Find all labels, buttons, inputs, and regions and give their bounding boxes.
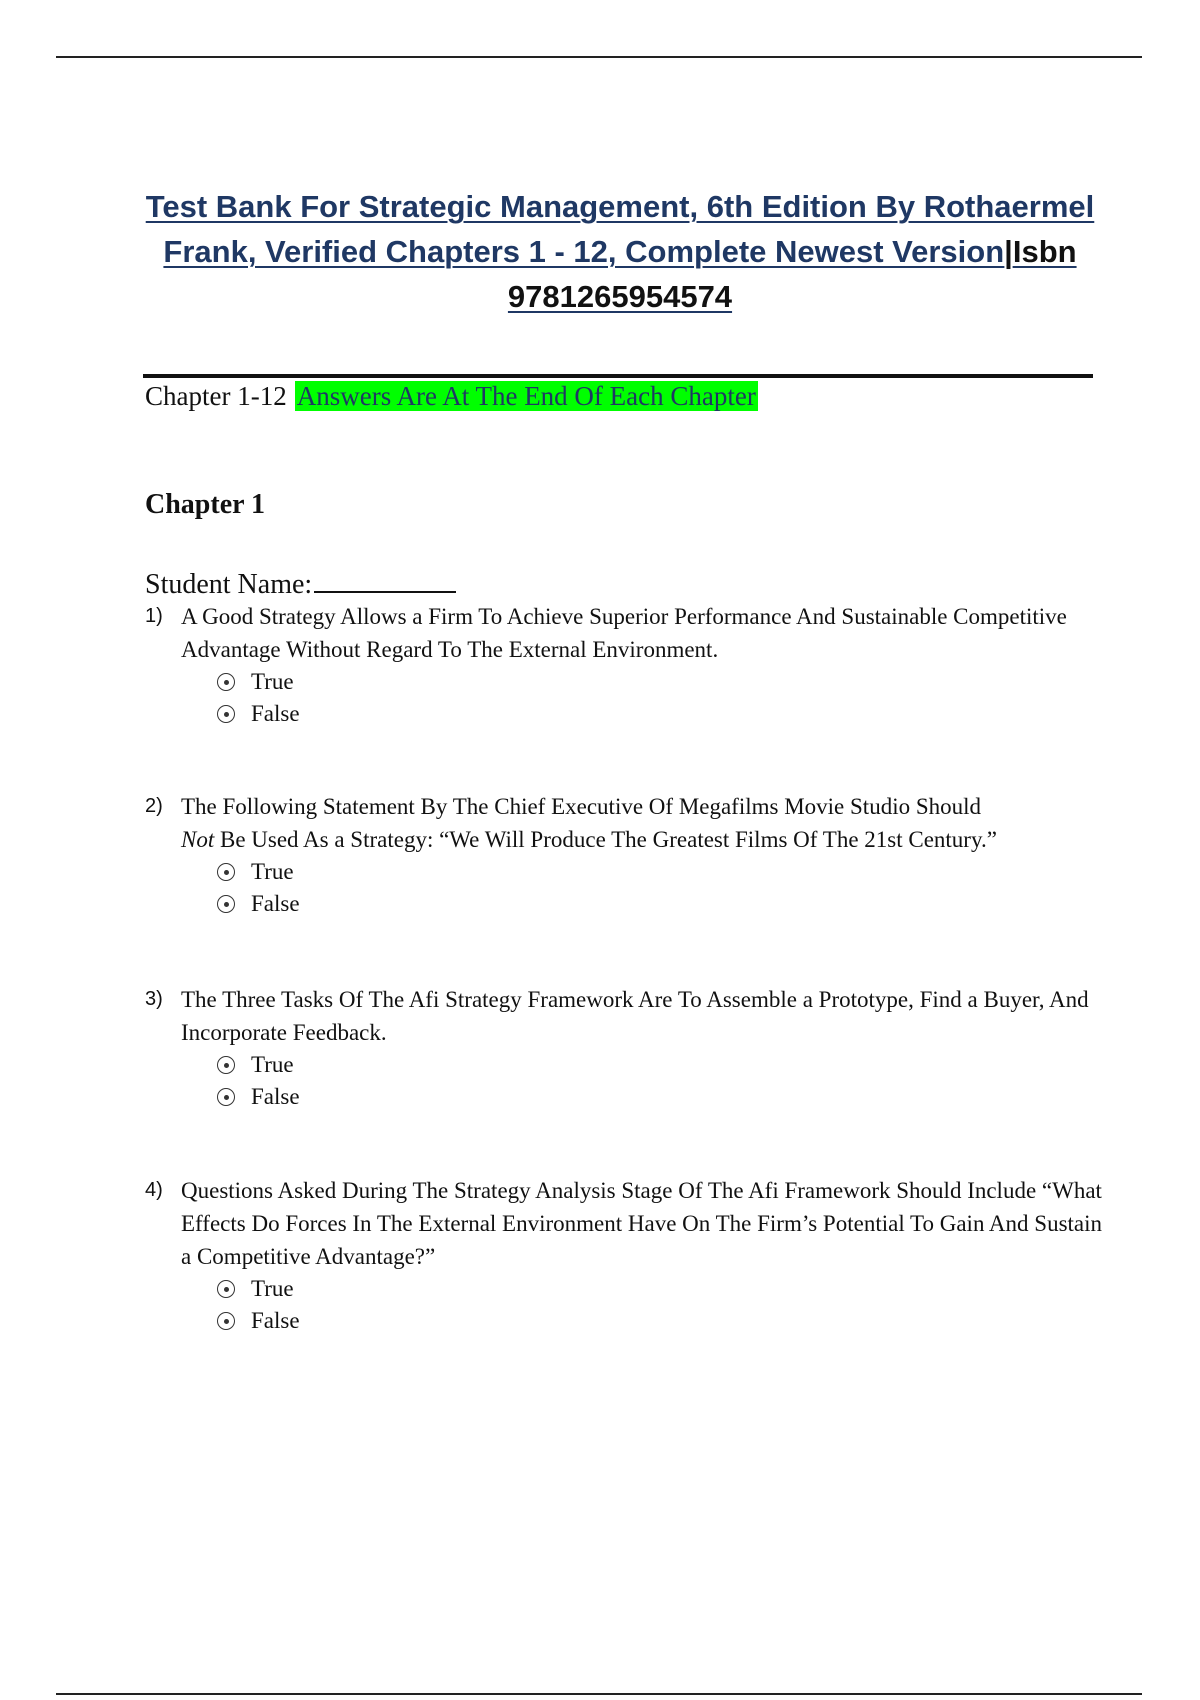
question-number: 3) — [145, 988, 163, 1010]
option-false[interactable] — [217, 698, 1105, 730]
student-name-field — [145, 563, 456, 603]
option-label: True — [251, 1276, 294, 1301]
title-line-2: Frank, Verified Chapters 1 - 12, Complete Newest Version — [163, 234, 1005, 269]
option-false[interactable] — [217, 888, 1105, 920]
question-text-after: Be Used As a Strategy: “We Will Produce The Greatest Films Of The 21st Century.” — [219, 827, 997, 852]
option-label: False — [251, 891, 300, 916]
question-number: 4) — [145, 1179, 163, 1201]
title-isbn-label: Isbn — [1012, 234, 1077, 269]
option-label: True — [251, 1052, 294, 1077]
radio-icon — [217, 1280, 235, 1298]
radio-icon — [217, 1088, 235, 1106]
question-4 — [145, 1174, 1105, 1337]
option-label: True — [251, 669, 294, 694]
option-false[interactable] — [217, 1081, 1105, 1113]
radio-icon — [217, 673, 235, 691]
question-text — [181, 790, 1105, 856]
option-false[interactable] — [217, 1305, 1105, 1337]
option-true[interactable] — [217, 856, 1105, 888]
question-text: Questions Asked During The Strategy Analysis Stage Of The Afi Framework Should Include “What Effects Do Forces In The External Environment Have On The Firm’s Potential To Gain And Sustain a Competitive Advantage?” — [181, 1178, 1103, 1269]
chapters-line — [145, 378, 758, 414]
student-name-blank — [314, 563, 456, 593]
question-number: 1) — [145, 605, 163, 627]
radio-icon — [217, 895, 235, 913]
title-line-1: Test Bank For Strategic Management, 6th Edition By Rothaermel — [145, 189, 1095, 224]
question-2 — [145, 790, 1105, 920]
title-separator: | — [1004, 234, 1013, 269]
question-1 — [145, 600, 1105, 730]
question-text: The Three Tasks Of The Afi Strategy Framework Are To Assemble a Prototype, Find a Buyer, And Incorporate Feedback. — [181, 987, 1089, 1045]
radio-icon — [217, 705, 235, 723]
document-title — [100, 184, 1140, 319]
option-label: True — [251, 859, 294, 884]
question-number: 2) — [145, 795, 163, 817]
option-true[interactable] — [217, 1273, 1105, 1305]
chapter-heading: Chapter 1 — [145, 489, 266, 520]
radio-icon — [217, 1056, 235, 1074]
title-isbn: 9781265954574 — [507, 279, 733, 314]
chapters-range: Chapter 1-12 — [145, 381, 287, 411]
radio-icon — [217, 863, 235, 881]
student-name-label: Student Name: — [145, 569, 313, 600]
radio-icon — [217, 1312, 235, 1330]
question-3 — [145, 983, 1105, 1113]
question-text-before: The Following Statement By The Chief Executive Of Megafilms Movie Studio Should — [181, 794, 982, 819]
option-label: False — [251, 1084, 300, 1109]
question-text: A Good Strategy Allows a Firm To Achieve Superior Performance And Sustainable Competitive Advantage Without Regard To The External Environment. — [181, 604, 1067, 662]
page-top-rule — [56, 56, 1142, 58]
page-bottom-rule — [56, 1693, 1142, 1695]
question-text-italic: Not — [181, 827, 215, 852]
answers-note: Answers Are At The End Of Each Chapter — [296, 381, 756, 411]
option-true[interactable] — [217, 1049, 1105, 1081]
option-true[interactable] — [217, 666, 1105, 698]
option-label: False — [251, 1308, 300, 1333]
option-label: False — [251, 701, 300, 726]
